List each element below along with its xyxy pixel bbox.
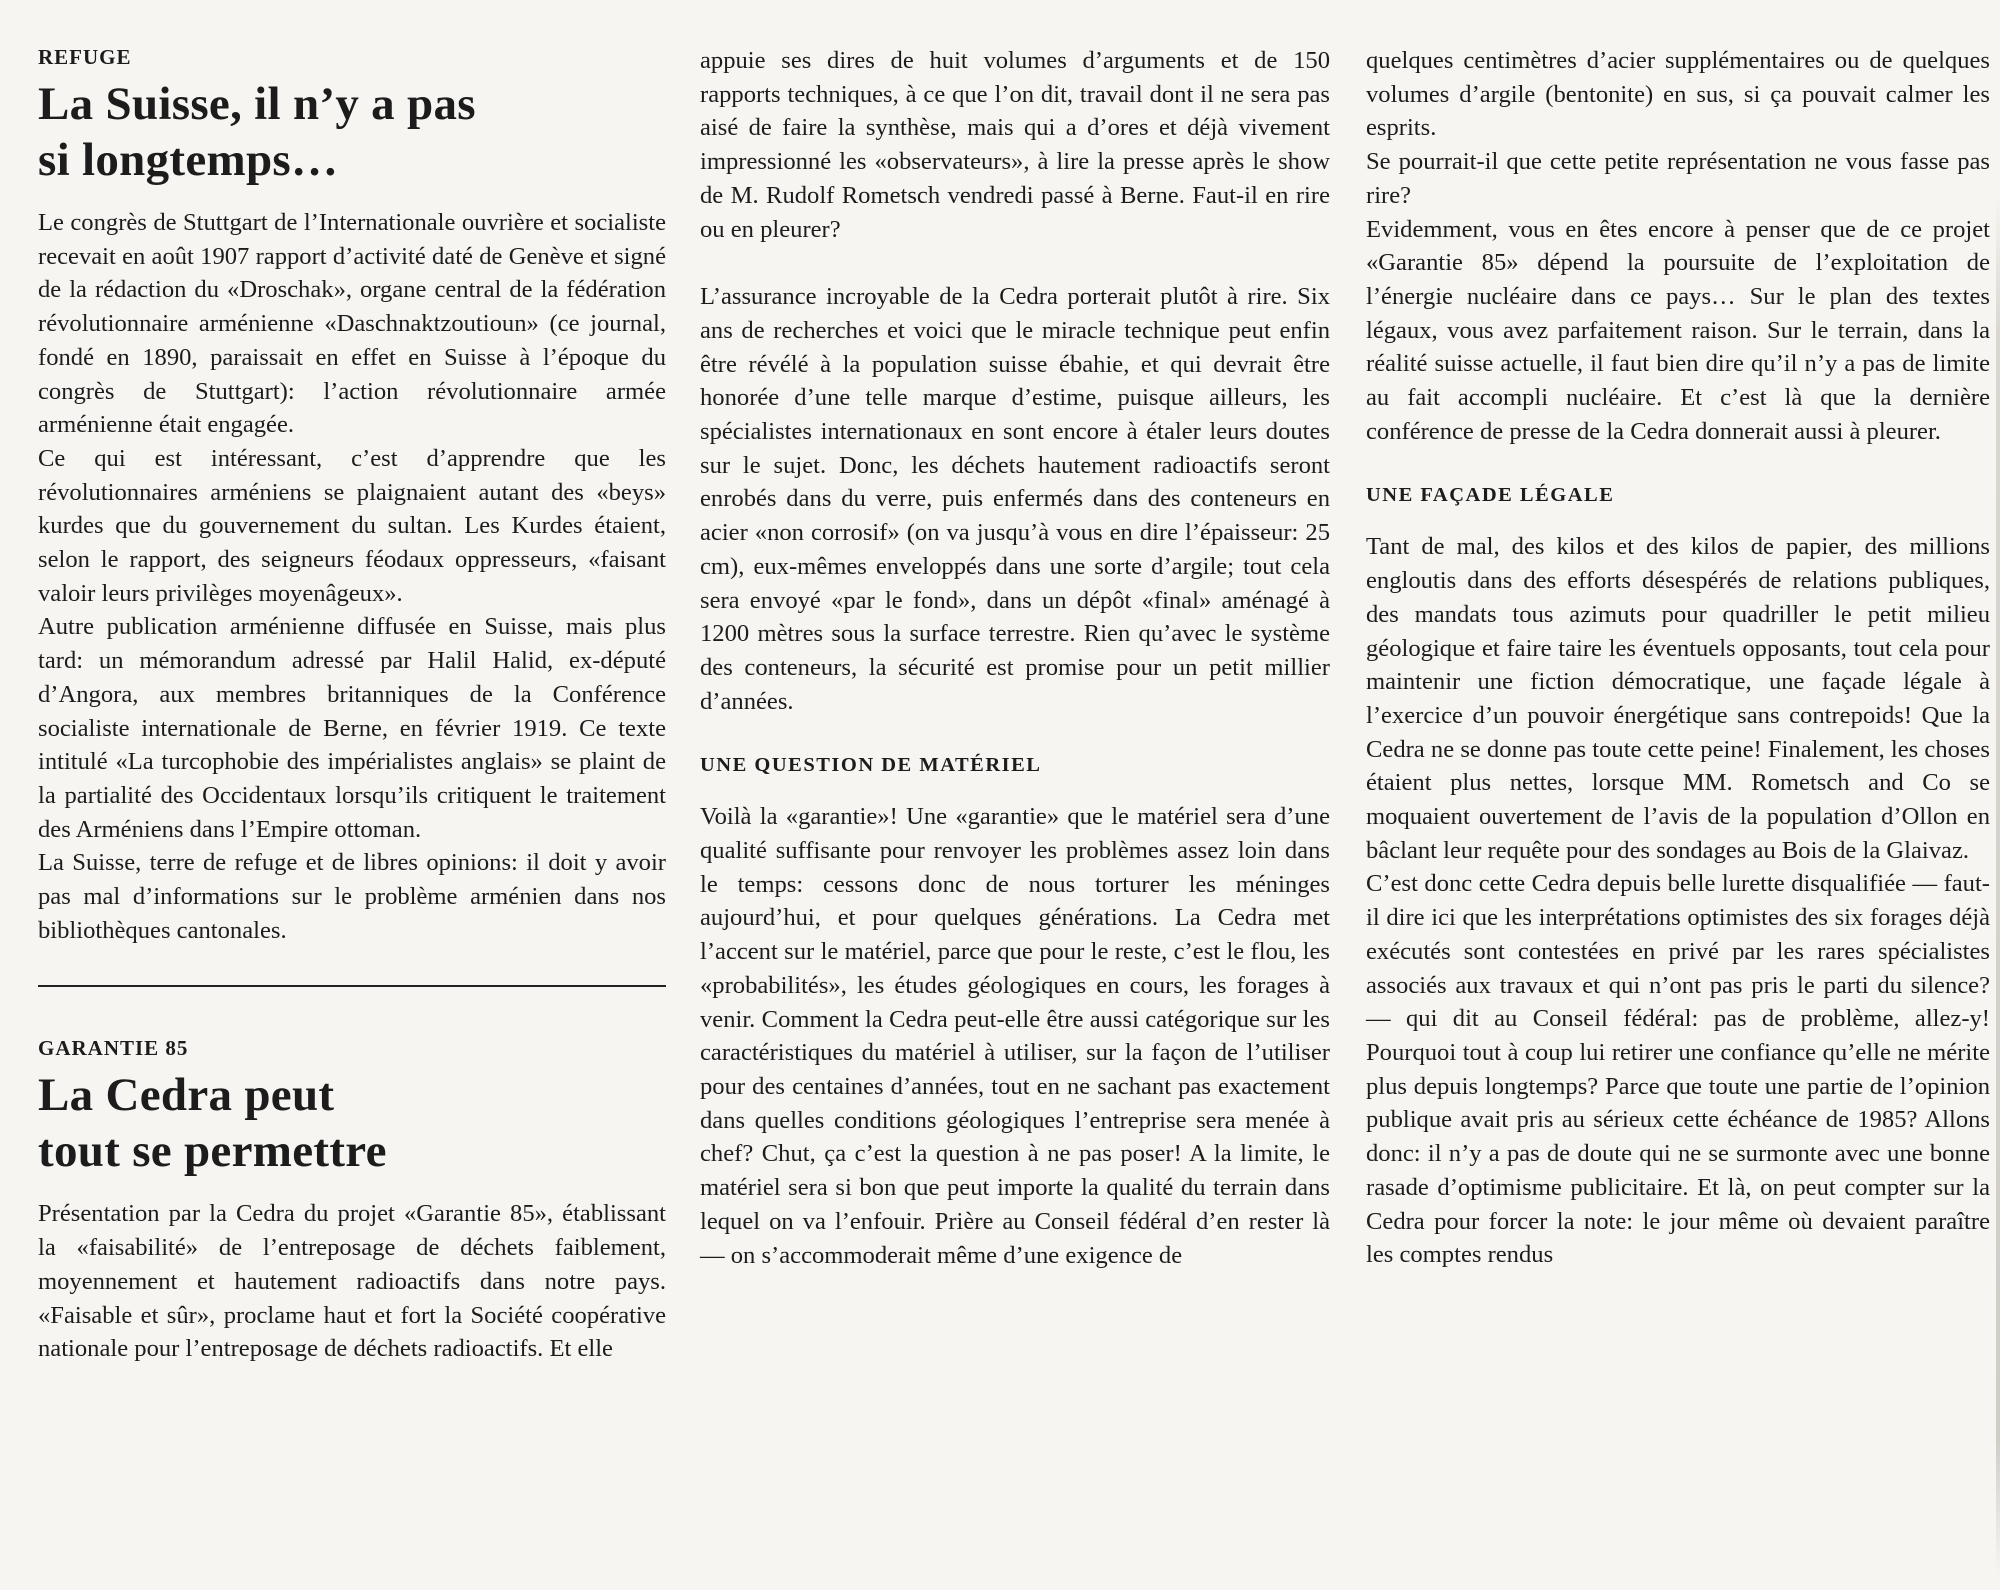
article2-paragraph: quelques centimètres d’acier supplémentaires ou de quelques volumes d’argile (bentonite) en sus, si ça pouvait calmer les esprits. bbox=[1366, 47, 1990, 142]
article2-body-col2-block2 bbox=[700, 280, 1330, 718]
article1-paragraph: La Suisse, terre de refuge et de libres opinions: il doit y avoir pas mal d’informations sur le problème arménien dans nos bibliothèques cantonales. bbox=[38, 849, 666, 944]
subheading-material: UNE QUESTION DE MATÉRIEL bbox=[700, 754, 1042, 777]
article1-paragraph: Autre publication arménienne diffusée en Suisse, mais plus tard: un mémorandum adressé par Halil Halid, ex-député d’Angora, aux membres britanniques de la Conférence socialiste internationale de Berne, en février 1919. Ce texte intitulé «La turcophobie des impérialistes anglais» se plaint de la partialité des Occidentaux lorsqu’ils critiquent le traitement des Arméniens dans l’Empire ottoman. bbox=[38, 613, 666, 843]
article2-paragraph: Evidemment, vous en êtes encore à penser que de ce projet «Garantie 85» dépend la poursuite de l’exploitation de l’énergie nucléaire dans ce pays… Sur le plan des textes légaux, vous avez parfaitement raison. Sur le terrain, dans la réalité suisse actuelle, il faut bien dire qu’il n’y a pas de limite au fait accompli nucléaire. Et c’est là que la dernière conférence de presse de la Cedra donnerait aussi à pleurer. bbox=[1366, 215, 1990, 445]
article1-headline-line1: La Suisse, il n’y a pas bbox=[38, 78, 476, 130]
article1-paragraph: Ce qui est intéressant, c’est d’apprendre que les révolutionnaires arméniens se plaignaient autant des «beys» kurdes que du gouvernement du sultan. Les Kurdes étaient, selon le rapport, des seigneurs féodaux oppresseurs, «faisant valoir leurs privilèges moyenâgeux». bbox=[38, 444, 666, 607]
article2-body-col3-block2 bbox=[1366, 530, 1990, 1271]
article1-body bbox=[38, 206, 666, 947]
article2-body-col2-block3 bbox=[700, 800, 1330, 1272]
article1-paragraph: Le congrès de Stuttgart de l’Internationale ouvrière et socialiste recevait en août 1907 rapport d’activité daté de Genève et signé de la rédaction du «Droschak», organe central de la fédération révolutionnaire arménienne «Daschnaktzoutioun» (ce journal, fondé en 1890, paraissait en effet en Suisse à l’époque du congrès de Stuttgart): l’action révolutionnaire armée arménienne était engagée. bbox=[38, 209, 666, 439]
article2-paragraph: appuie ses dires de huit volumes d’arguments et de 150 rapports techniques, à ce que l’on dit, travail dont il ne sera pas aisé de faire la synthèse, mais qui a d’ores et déjà vivement impressionné les «observateurs», à lire la presse après le show de M. Rudolf Rometsch vendredi passé à Berne. Faut-il en rire ou en pleurer? bbox=[700, 47, 1330, 243]
column-3 bbox=[1366, 44, 1990, 1272]
article1-kicker: REFUGE bbox=[38, 45, 132, 69]
article2-headline bbox=[38, 1067, 666, 1179]
article2-body-col2-block1 bbox=[700, 44, 1330, 246]
article2-paragraph: Se pourrait-il que cette petite représentation ne vous fasse pas rire? bbox=[1366, 148, 1990, 209]
page-edge-shadow bbox=[1996, 195, 2000, 1575]
column-2 bbox=[700, 44, 1330, 1272]
article2-body-col1 bbox=[38, 1197, 666, 1366]
column-1 bbox=[38, 44, 666, 1366]
article2-paragraph: L’assurance incroyable de la Cedra porterait plutôt à rire. Six ans de recherches et voici que le miracle technique peut enfin être révélé à la population suisse ébahie, et qui devrait être honorée d’une telle marque d’estime, puisque ailleurs, les spécialistes internationaux en sont encore à étaler leurs doutes sur le sujet. Donc, les déchets hautement radioactifs seront enrobés dans du verre, puis enfermés dans des conteneurs en acier «non corrosif» (on va jusqu’à vous en dire l’épaisseur: 25 cm), eux-mêmes enveloppés dans une sorte d’argile; tout cela sera envoyé «par le fond», dans un dépôt «final» aménagé à 1200 mètres sous la surface terrestre. Rien qu’avec le système des conteneurs, la sécurité est promise pour un petit millier d’années. bbox=[700, 283, 1330, 715]
article1-headline bbox=[38, 76, 666, 188]
article2-paragraph: Tant de mal, des kilos et des kilos de papier, des millions engloutis dans des efforts désespérés de relations publiques, des mandats tous azimuts pour quadriller le petit milieu géologique et faire taire les éventuels opposants, tout cela pour maintenir une fiction démocratique, une façade légale à l’exercice d’un pouvoir énergétique sans contrepoids! Que la Cedra ne se donne pas toute cette peine! Finalement, les choses étaient plus nettes, lorsque MM. Rometsch and Co se moquaient ouvertement de l’avis de la population d’Ollon en bâclant leur requête pour des sondages au Bois de la Glaivaz. bbox=[1366, 533, 1990, 864]
article2-kicker: GARANTIE 85 bbox=[38, 1036, 189, 1061]
article2-headline-line1: La Cedra peut bbox=[38, 1069, 335, 1122]
article1-headline-line2: si longtemps… bbox=[38, 134, 339, 186]
article2-body-col3-block1 bbox=[1366, 44, 1990, 448]
article2-paragraph: Voilà la «garantie»! Une «garantie» que le matériel sera d’une qualité suffisante pour renvoyer les problèmes assez loin dans le temps: cessons donc de nous torturer les méninges aujourd’hui, et pour quelques générations. La Cedra met l’accent sur le matériel, parce que pour le reste, c’est le flou, les «probabilités», les études géologiques en cours, les forages à venir. Comment la Cedra peut-elle être aussi catégorique sur les caractéristiques du matériel à utiliser, sur la façon de l’utiliser pour des centaines d’années, tout en ne sachant pas exactement dans quelles conditions géologiques l’entreprise sera menée à chef? Chut, ça c’est la question à ne pas poser! A la limite, le matériel sera si bon que peut importe la qualité du terrain dans lequel on va l’enfouir. Prière au Conseil fédéral d’en rester là — on s’accommoderait même d’une exigence de bbox=[700, 803, 1330, 1269]
subheading-legal-facade: UNE FAÇADE LÉGALE bbox=[1366, 484, 1615, 507]
article2-paragraph: C’est donc cette Cedra depuis belle lurette disqualifiée — faut-il dire ici que les interprétations optimistes des six forages déjà exécutés sont contestées en privé par les rares spécialistes associés aux travaux et qui n’ont pas pris le parti du silence? — qui dit au Conseil fédéral: pas de problème, allez-y! Pourquoi tout à coup lui retirer une confiance qu’elle ne mérite plus depuis longtemps? Parce que toute une partie de l’opinion publique avait pris au sérieux cette échéance de 1985? Allons donc: il n’y a pas de doute qui ne se surmonte avec une bonne rasade d’optimisme publicitaire. Et là, on peut compter sur la Cedra pour forcer la note: le jour même où devaient paraître les comptes rendus bbox=[1366, 870, 1990, 1269]
article2-paragraph: Présentation par la Cedra du projet «Garantie 85», établissant la «faisabilité» de l’entreposage de déchets faiblement, moyennement et hautement radioactifs dans notre pays. «Faisable et sûr», proclame haut et fort la Société coopérative nationale pour l’entreposage de déchets radioactifs. Et elle bbox=[38, 1200, 666, 1363]
article-divider bbox=[38, 985, 666, 987]
article2-headline-line2: tout se permettre bbox=[38, 1125, 387, 1178]
paragraph-gap bbox=[700, 246, 1330, 280]
